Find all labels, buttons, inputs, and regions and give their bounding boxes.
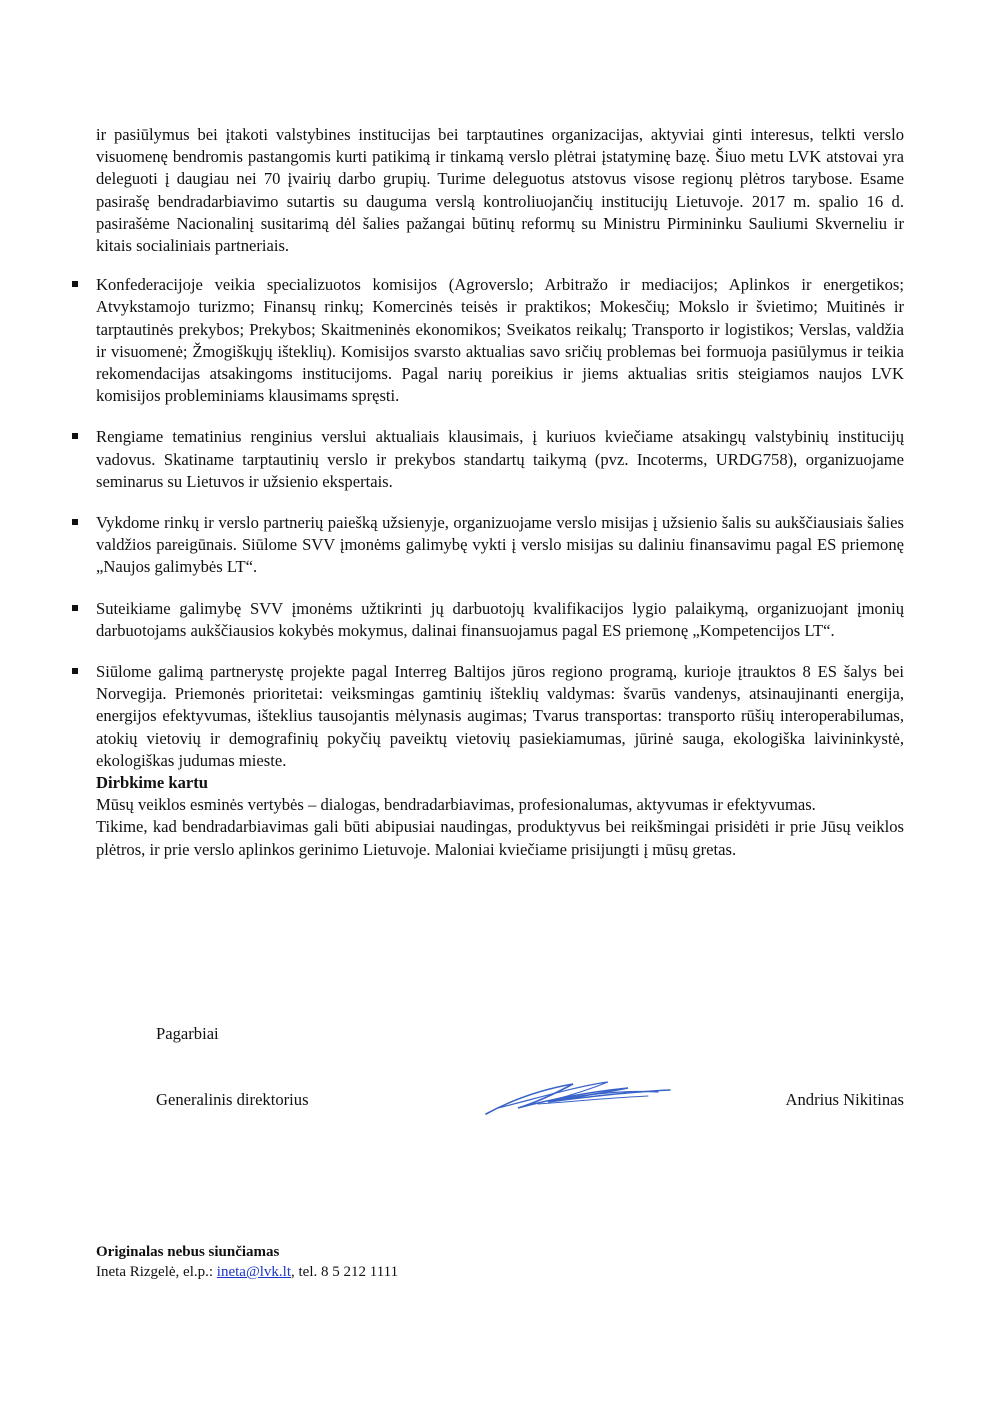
email-link[interactable]: ineta@lvk.lt xyxy=(216,1264,292,1280)
handwritten-signature xyxy=(478,1072,678,1122)
list-item xyxy=(96,512,904,579)
document-body xyxy=(96,124,904,861)
contact-prefix: Ineta Rizgelė, el.p.: xyxy=(96,1264,217,1280)
list-item-text: Konfederacijoje veikia specializuotos komisijos (Agroverslo; Arbitražo ir mediacijos; Aplinkos ir energetikos; Atvykstamojo turizmo; Finansų rinkų; Komercinės teisės ir praktikos; Mokesčių; Mokslo ir švietimo; Muitinės ir tarptautinės prekybos; Prekybos; Skaitmeninės ekonomikos; Sveikatos reikalų; Transporto ir logistikos; Verslas, valdžia ir visuomenė; Žmogiškųjų išteklių). Komisijos svarsto aktualias savo sričių problemas bei formuoja pasiūlymus ir teikia rekomendacijas atsakingoms institucijoms. Pagal narių poreikius ir jiems aktualias sritis steigiamos naujos LVK komisijos probleminiams klausimams spręsti. xyxy=(96,275,904,406)
footer-note: Originalas nebus siunčiamas xyxy=(96,1244,280,1260)
invitation-paragraph: Tikime, kad bendradarbiavimas gali būti abipusiai naudingas, produktyvus bei reikšmingai prisidėti ir prie Jūsų veiklos plėtros, ir prie verslo aplinkos gerinimo Lietuvoje. Maloniai kviečiame prisijungti į mūsų gretas. xyxy=(96,817,904,859)
bullet-square-icon xyxy=(72,605,78,611)
bullet-square-icon xyxy=(72,668,78,674)
list-item-text: Rengiame tematinius renginius verslui aktualiais klausimais, į kuriuos kviečiame atsakingų valstybinių institucijų vadovus. Skatiname tarptautinių verslo ir prekybos standartų taikymą (pvz. Incoterms, URDG758), organizuojame seminarus su Lietuvos ir užsienio ekspertais. xyxy=(96,427,904,491)
values-paragraph: Mūsų veiklos esminės vertybės – dialogas, bendradarbiavimas, profesionalumas, aktyvumas ir efektyvumas. xyxy=(96,795,816,815)
bullet-square-icon xyxy=(72,281,78,287)
list-item xyxy=(96,598,904,642)
list-item xyxy=(96,661,904,772)
list-item-text: Vykdome rinkų ir verslo partnerių paiešką užsienyje, organizuojame verslo misijas į užsienio šalis su aukščiausiais šalies valdžios pareigūnais. Siūlome SVV įmonėms galimybę vykti į verslo misijas su daliniu finansavimu pagal ES priemonę „Naujos galimybės LT“. xyxy=(96,513,904,577)
contact-suffix: , tel. 8 5 212 1111 xyxy=(291,1264,399,1280)
closing-salutation: Pagarbiai xyxy=(156,1024,219,1043)
signer-name: Andrius Nikitinas xyxy=(785,1090,904,1109)
signer-title: Generalinis direktorius xyxy=(156,1090,309,1109)
list-item xyxy=(96,426,904,493)
activity-list xyxy=(96,274,904,772)
list-item xyxy=(96,274,904,407)
list-item-text: Siūlome galimą partnerystę projekte pagal Interreg Baltijos jūros regiono programą, kurioje įtrauktos 8 ES šalys bei Norvegija. Priemonės prioritetai: veiksmingas gamtinių išteklių valdymas: švarūs vandenys, atsinaujinanti energija, energijos efektyvumas, išteklius tausojantis mėlynasis augimas; Tvarus transportas: transporto rūšių interoperabilumas, atokių vietovių ir demografinių pokyčių paveiktų vietovių pasiekiamumas, jūrinė sauga, ekologiška laivininkystė, ekologiškas judumas mieste. xyxy=(96,662,904,770)
section-heading: Dirbkime kartu xyxy=(96,773,209,793)
bullet-square-icon xyxy=(72,519,78,525)
footer-contact xyxy=(96,1262,398,1282)
intro-paragraph: ir pasiūlymus bei įtakoti valstybines institucijas bei tarptautines organizacijas, aktyviai ginti interesus, telkti verslo visuomenę bendromis pastangomis kurti patikimą ir tinkamą verslo plėtrai įstatyminę bazę. Šiuo metu LVK atstovai yra deleguoti į daugiau nei 70 įvairių darbo grupių. Turime deleguotus atstovus visose regionų plėtros tarybose. Esame pasirašę bendradarbiavimo sutartis su dauguma verslą kontroliuojančių institucijų Lietuvoje. 2017 m. spalio 16 d. pasirašėme Nacionalinį susitarimą dėl šalies pažangai būtinų reformų su Ministru Pirmininku Sauliumi Skverneliu ir kitais socialiniais partneriais. xyxy=(96,125,904,256)
list-item-text: Suteikiame galimybę SVV įmonėms užtikrinti jų darbuotojų kvalifikacijos lygio palaikymą, organizuojant įmonių darbuotojams aukščiausios kokybės mokymus, dalinai finansuojamus pagal ES priemonę „Kompetencijos LT“. xyxy=(96,598,904,640)
footer xyxy=(96,1242,398,1282)
bullet-square-icon xyxy=(72,433,78,439)
